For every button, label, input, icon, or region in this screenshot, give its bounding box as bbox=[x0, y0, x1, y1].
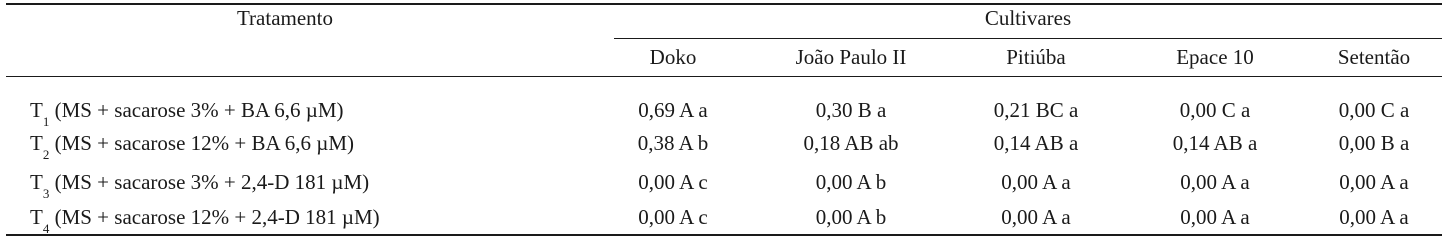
table-cell: 0,00 B a bbox=[1338, 131, 1410, 155]
table-cell: 0,00 A a bbox=[1339, 205, 1409, 229]
table-cell: 0,00 A a bbox=[1001, 170, 1071, 194]
table-header-rule bbox=[6, 76, 1442, 77]
table-cell: 0,14 AB a bbox=[993, 131, 1079, 155]
row-label-subscript: 3 bbox=[42, 186, 50, 202]
table-row-label bbox=[30, 131, 355, 163]
table-row-label bbox=[30, 98, 344, 130]
column-header-doko: Doko bbox=[649, 45, 697, 69]
column-header-joao-paulo-ii: João Paulo II bbox=[795, 45, 907, 69]
row-label-prefix: T bbox=[30, 170, 43, 194]
table-cell: 0,00 A a bbox=[1339, 170, 1409, 194]
row-label-text: (MS + sacarose 12% + 2,4-D 181 µM) bbox=[49, 205, 380, 229]
treatment-header: Tratamento bbox=[236, 6, 334, 30]
row-label-text: (MS + sacarose 3% + 2,4-D 181 µM) bbox=[49, 170, 370, 194]
table-cell: 0,00 A b bbox=[815, 170, 887, 194]
table-cell: 0,18 AB ab bbox=[803, 131, 899, 155]
table-cell: 0,00 C a bbox=[1179, 98, 1251, 122]
row-label-subscript: 4 bbox=[42, 221, 50, 237]
column-header-epace-10: Epace 10 bbox=[1176, 45, 1254, 69]
table-cell: 0,00 C a bbox=[1338, 98, 1410, 122]
table-row-label bbox=[30, 205, 380, 237]
cultivars-header-rule bbox=[614, 38, 1442, 39]
table-cell: 0,14 AB a bbox=[1172, 131, 1258, 155]
table-cell: 0,30 B a bbox=[815, 98, 887, 122]
table-cell: 0,00 A c bbox=[638, 205, 708, 229]
table-cell: 0,21 BC a bbox=[993, 98, 1079, 122]
table-cell: 0,38 A b bbox=[637, 131, 709, 155]
row-label-prefix: T bbox=[30, 98, 43, 122]
row-label-prefix: T bbox=[30, 131, 43, 155]
table-cell: 0,69 A a bbox=[638, 98, 708, 122]
cultivars-header: Cultivares bbox=[984, 6, 1072, 30]
row-label-subscript: 1 bbox=[42, 114, 50, 130]
row-label-prefix: T bbox=[30, 205, 43, 229]
row-label-subscript: 2 bbox=[42, 147, 50, 163]
column-header-setentao: Setentão bbox=[1337, 45, 1411, 69]
table-cell: 0,00 A c bbox=[638, 170, 708, 194]
table-bottom-rule bbox=[6, 234, 1442, 236]
table-row-label bbox=[30, 170, 370, 202]
table-cell: 0,00 A a bbox=[1001, 205, 1071, 229]
table-top-rule bbox=[6, 3, 1442, 5]
table-cell: 0,00 A a bbox=[1180, 205, 1250, 229]
column-header-pitiuba: Pitiúba bbox=[1006, 45, 1066, 69]
row-label-text: (MS + sacarose 12% + BA 6,6 µM) bbox=[49, 131, 355, 155]
table-cell: 0,00 A b bbox=[815, 205, 887, 229]
row-label-text: (MS + sacarose 3% + BA 6,6 µM) bbox=[49, 98, 344, 122]
table-cell: 0,00 A a bbox=[1180, 170, 1250, 194]
